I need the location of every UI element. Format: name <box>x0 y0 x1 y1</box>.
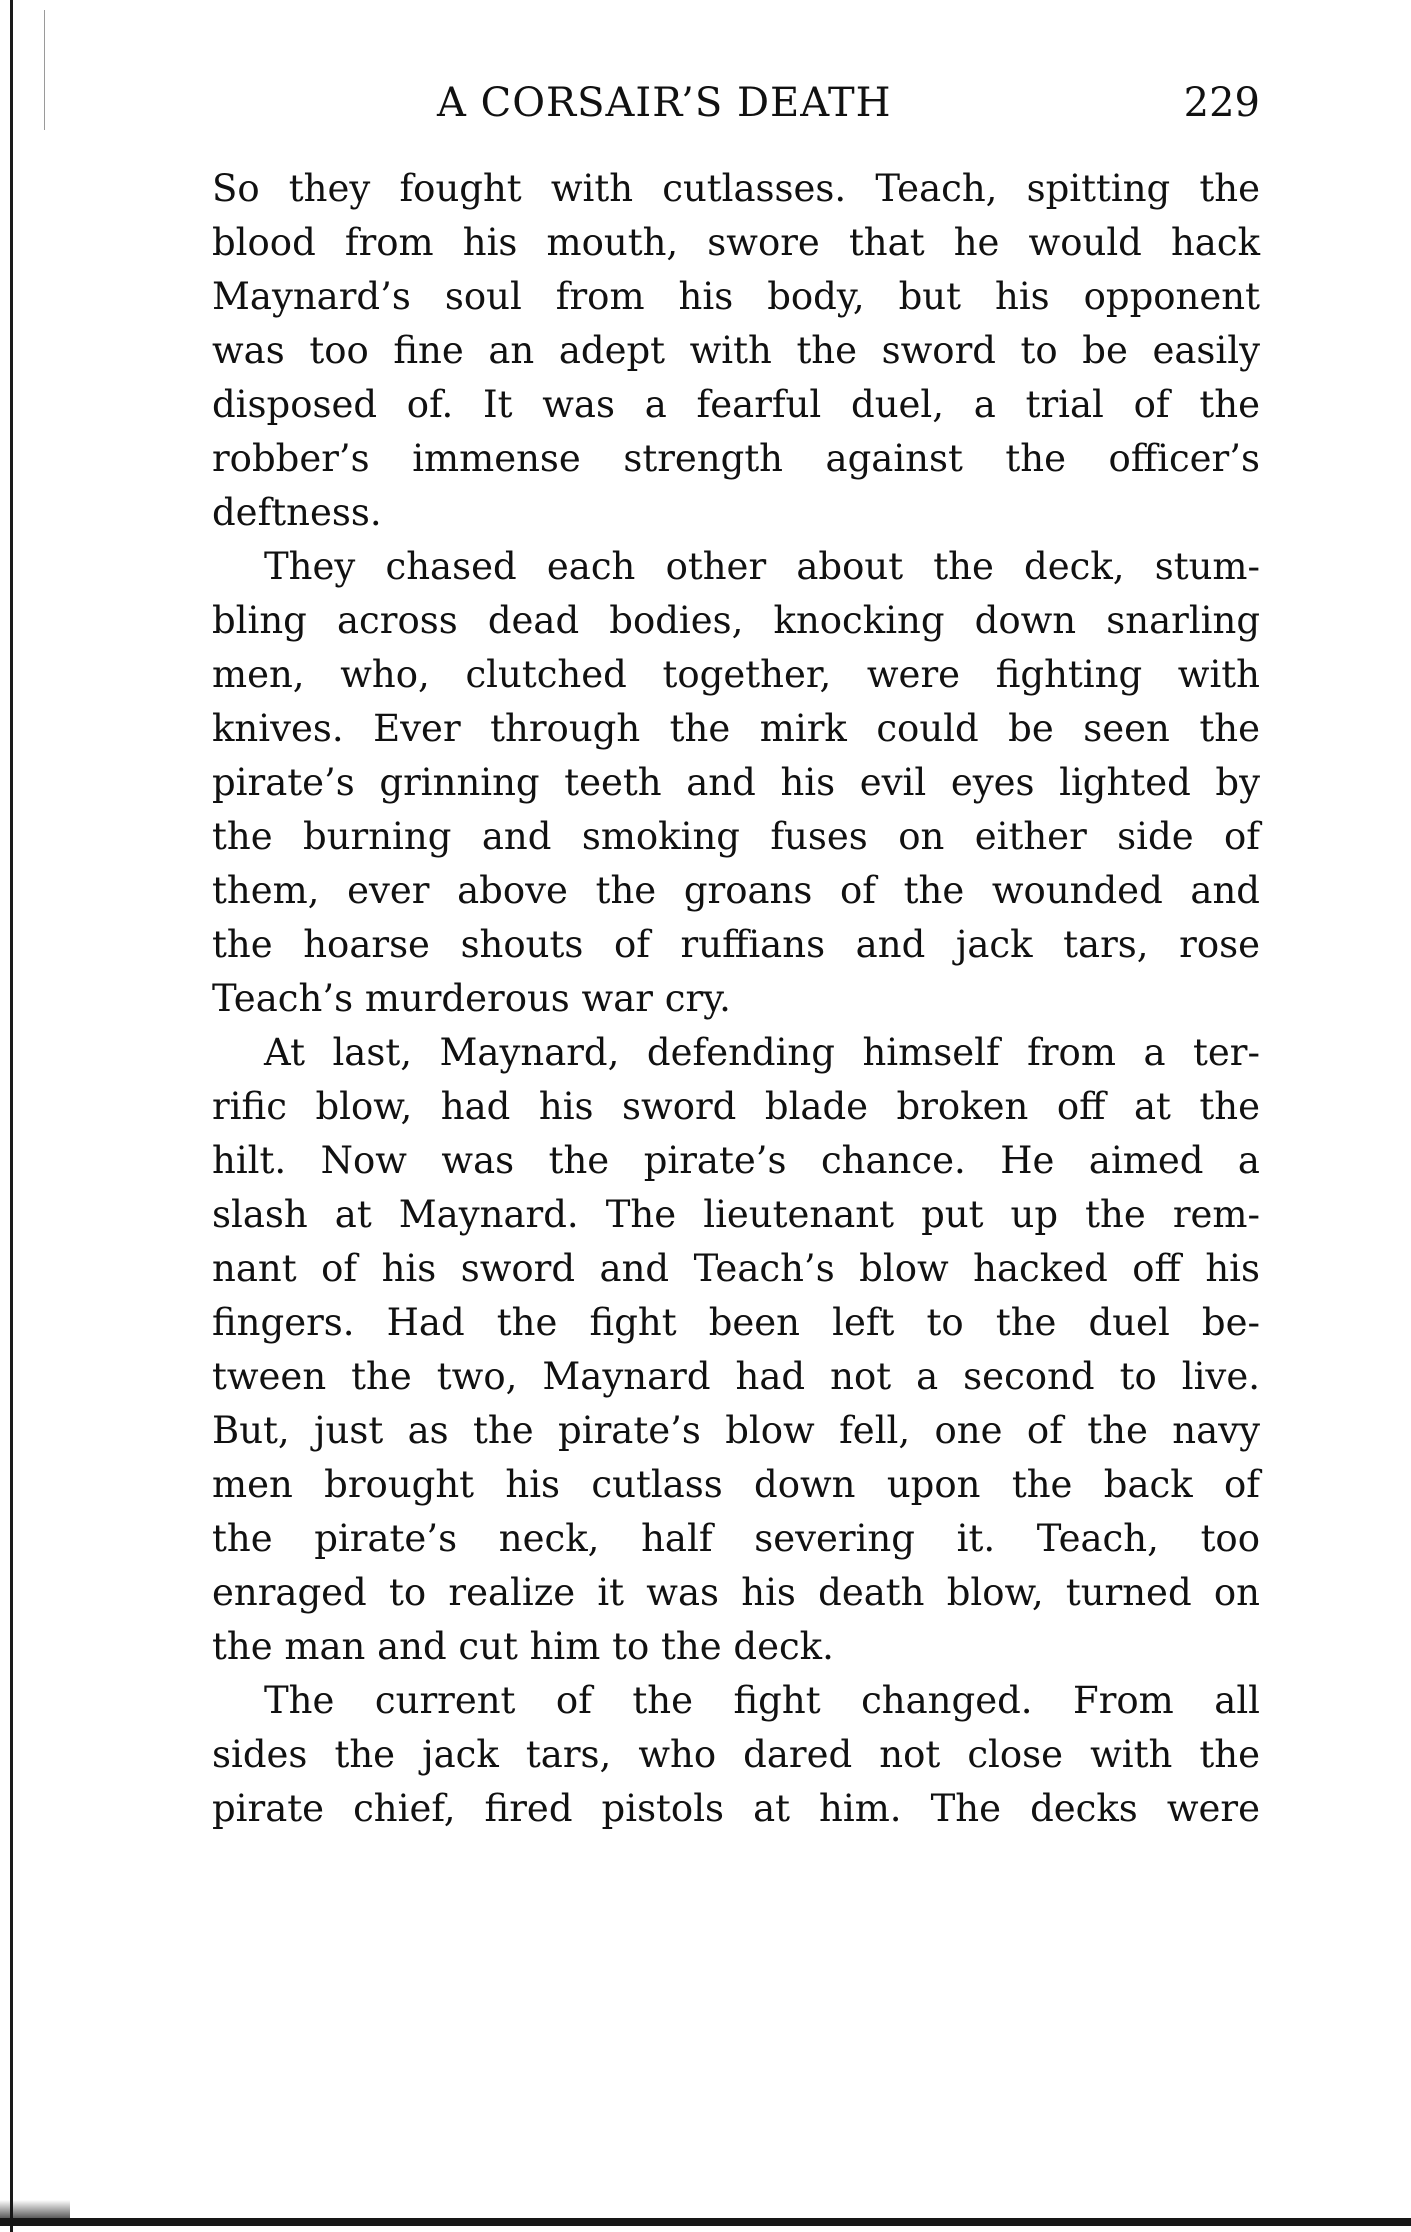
body-text <box>212 162 1260 1836</box>
text-line: the burning and smoking fuses on either side of <box>212 815 1260 858</box>
text-line: enraged to realize it was his death blow, turned on <box>212 1571 1260 1614</box>
text-line: disposed of. It was a fearful duel, a trial of the <box>212 383 1260 426</box>
text-line: They chased each other about the deck, stum- <box>264 545 1260 588</box>
text-line: deftness. <box>212 491 382 534</box>
text-line: slash at Maynard. The lieutenant put up the rem- <box>212 1193 1260 1236</box>
text-line: the man and cut him to the deck. <box>212 1625 834 1668</box>
text-line: was too fine an adept with the sword to be easily <box>212 329 1260 372</box>
text-line: blood from his mouth, swore that he would hack <box>212 221 1260 264</box>
text-line: men brought his cutlass down upon the back of <box>212 1463 1260 1506</box>
text-line: bling across dead bodies, knocking down snarling <box>212 599 1260 642</box>
scan-artifact-line <box>44 10 45 130</box>
page-number: 229 <box>1183 80 1260 126</box>
text-line: fingers. Had the fight been left to the duel be- <box>212 1301 1260 1344</box>
text-line: nant of his sword and Teach’s blow hacked off his <box>212 1247 1260 1290</box>
text-line: hilt. Now was the pirate’s chance. He aimed a <box>212 1139 1260 1182</box>
text-line: rific blow, had his sword blade broken off at the <box>212 1085 1260 1128</box>
text-line: Teach’s murderous war cry. <box>212 977 731 1020</box>
text-line: the hoarse shouts of ruffians and jack tars, rose <box>212 923 1260 966</box>
text-line: sides the jack tars, who dared not close with the <box>212 1733 1260 1776</box>
page-bottom-edge <box>0 2218 1411 2226</box>
text-line: pirate chief, fired pistols at him. The decks were <box>212 1787 1260 1830</box>
running-head <box>212 80 1260 140</box>
text-line: Maynard’s soul from his body, but his opponent <box>212 275 1260 318</box>
text-line: pirate’s grinning teeth and his evil eyes lighted by <box>212 761 1260 804</box>
text-line: At last, Maynard, defending himself from a ter- <box>264 1031 1260 1074</box>
text-line: But, just as the pirate’s blow fell, one of the navy <box>212 1409 1260 1452</box>
text-line: them, ever above the groans of the wounded and <box>212 869 1260 912</box>
running-title: A CORSAIR’S DEATH <box>437 80 892 126</box>
text-line: The current of the fight changed. From all <box>264 1679 1260 1722</box>
binding-edge <box>10 0 13 2232</box>
text-line: tween the two, Maynard had not a second to live. <box>212 1355 1260 1398</box>
text-line: So they fought with cutlasses. Teach, spitting the <box>212 167 1260 210</box>
text-line: men, who, clutched together, were fighting with <box>212 653 1260 696</box>
text-line: knives. Ever through the mirk could be seen the <box>212 707 1260 750</box>
text-line: robber’s immense strength against the officer’s <box>212 437 1260 480</box>
text-line: the pirate’s neck, half severing it. Teach, too <box>212 1517 1260 1560</box>
